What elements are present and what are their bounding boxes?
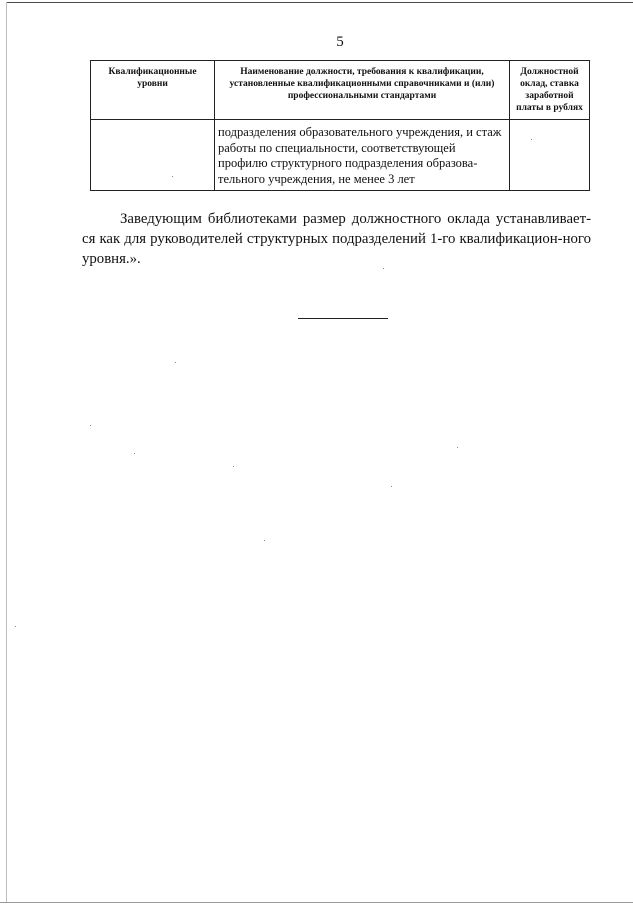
scan-speck bbox=[383, 268, 384, 269]
scan-speck bbox=[175, 362, 176, 363]
body-paragraph: Заведующим библиотеками размер должностного оклада устанавливает-ся как для руководителей структурных подразделений 1-го квалификацион-ного уровня.». bbox=[82, 211, 591, 267]
scan-speck bbox=[457, 447, 458, 448]
scan-speck bbox=[264, 540, 265, 541]
header-salary: Должностной оклад, ставка заработной платы в рублях bbox=[510, 61, 590, 120]
cell-level bbox=[91, 120, 215, 191]
scan-speck bbox=[172, 176, 173, 177]
page-edge-left bbox=[6, 2, 7, 902]
scan-speck bbox=[15, 626, 16, 627]
page-edge-top bbox=[6, 2, 633, 3]
closing-rule bbox=[298, 318, 388, 319]
page-edge-bottom bbox=[0, 902, 633, 903]
scan-speck bbox=[134, 453, 135, 454]
table-row bbox=[91, 120, 590, 191]
qualification-table bbox=[90, 60, 590, 191]
scan-speck bbox=[233, 466, 234, 467]
scan-speck bbox=[531, 139, 532, 140]
scan-speck bbox=[90, 425, 91, 426]
scan-speck bbox=[391, 486, 392, 487]
table-header-row bbox=[91, 61, 590, 120]
cell-salary bbox=[510, 120, 590, 191]
cell-requirements: подразделения образовательного учреждения, и стаж работы по специальности, соответствующей профилю структурного подразделения образова-тельного учреждения, не менее 3 лет bbox=[215, 120, 510, 191]
page-number: 5 bbox=[336, 34, 344, 50]
header-qualification-levels: Квалификационные уровни bbox=[91, 61, 215, 120]
header-position-requirements: Наименование должности, требования к квалификации, установленные квалификационными справочниками и (или) профессиональными стандартами bbox=[215, 61, 510, 120]
